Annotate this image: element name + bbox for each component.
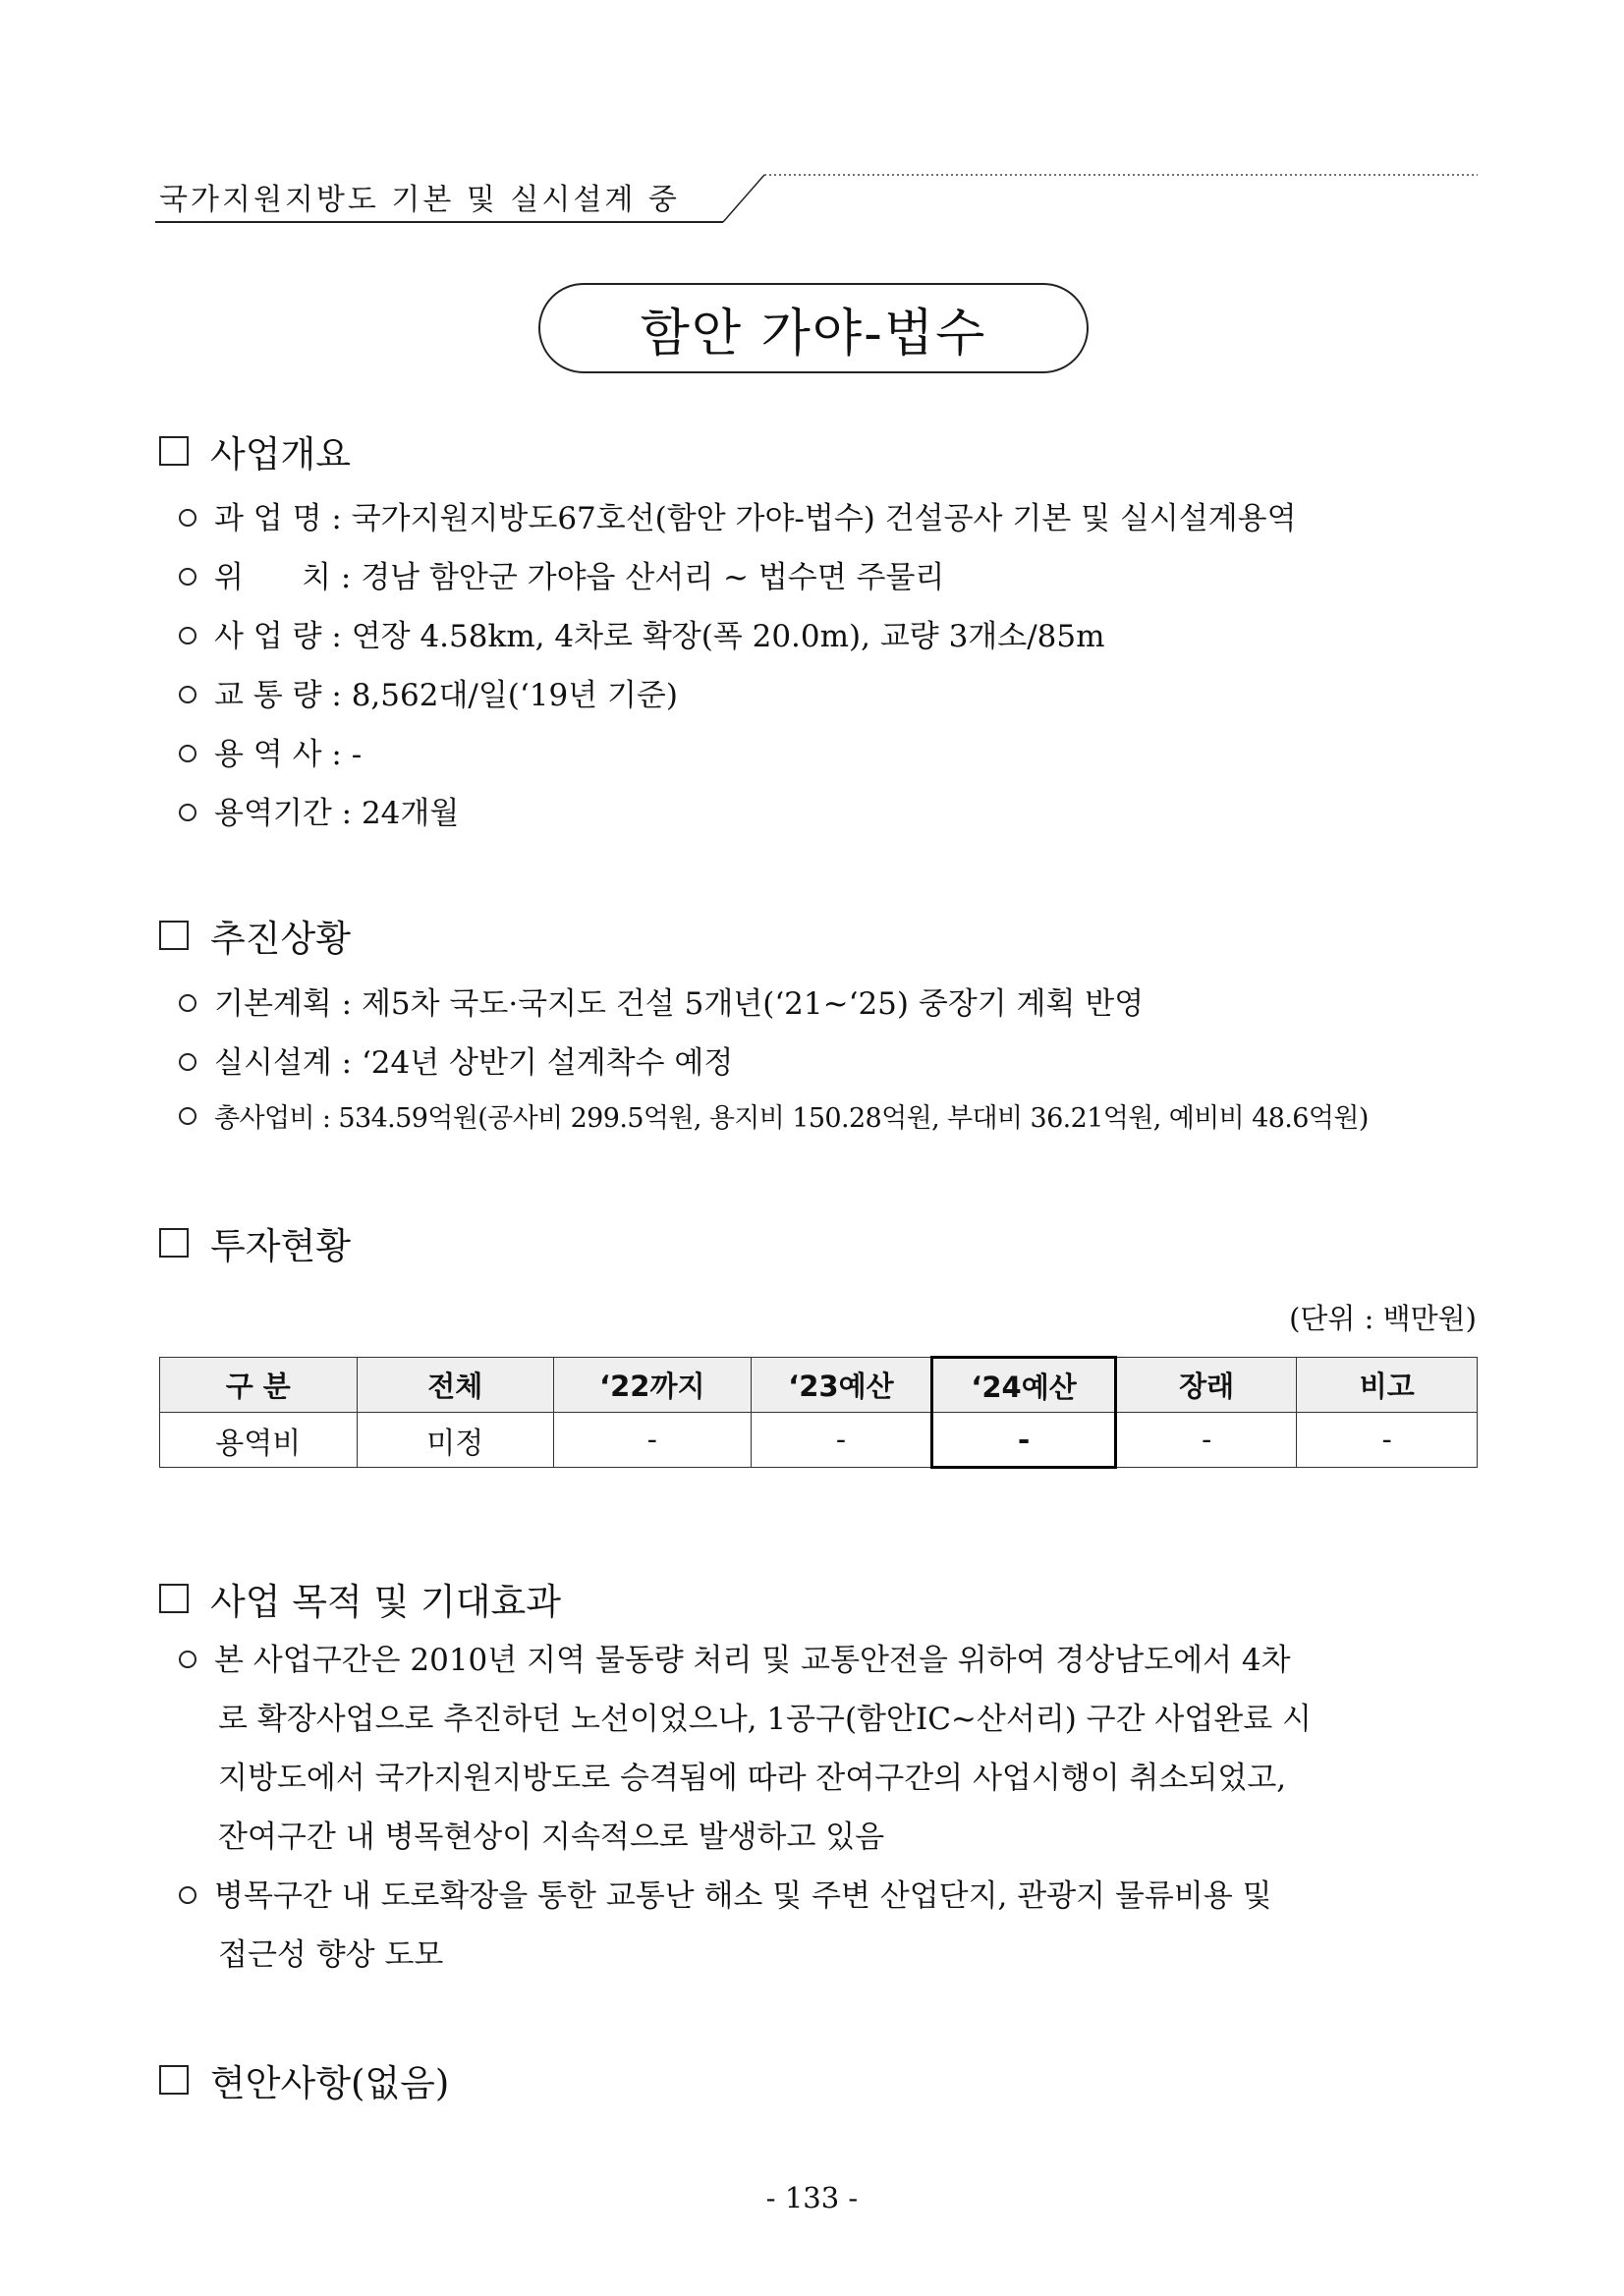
progress-item: 총사업비 : 534.59억원(공사비 299.5억원, 용지비 150.28억원, 부대비 36.21억원, 예비비 48.6억원) bbox=[179, 1096, 1369, 1135]
para-line bbox=[179, 1631, 1476, 1690]
col-header-highlight: ‘24예산 bbox=[932, 1358, 1116, 1413]
purpose-bullet-2 bbox=[179, 1867, 1476, 1985]
overview-item: 위 치 : 경남 함안군 가야읍 산서리 ~ 법수면 주물리 bbox=[179, 552, 944, 596]
item-value: 534.59억원(공사비 299.5억원, 용지비 150.28억원, 부대비 36.21억원, 예비비 48.6억원) bbox=[338, 1103, 1369, 1134]
table-cell: - bbox=[751, 1413, 932, 1468]
circle-bullet-icon bbox=[179, 509, 196, 527]
item-label: 총사업비 bbox=[214, 1103, 314, 1134]
overview-item: 교 통 량 : 8,562대/일(‘19년 기준) bbox=[179, 670, 678, 714]
table-cell: - bbox=[1115, 1413, 1297, 1468]
checkbox-square-icon bbox=[159, 436, 189, 466]
purpose-bullet-1 bbox=[179, 1631, 1476, 1867]
section-heading-text: 투자현황 bbox=[210, 1225, 351, 1267]
section-heading-text: 추진상황 bbox=[210, 918, 351, 960]
item-value: 국가지원지방도67호선(함안 가야-법수) 건설공사 기본 및 실시설계용역 bbox=[351, 501, 1297, 536]
page-number: - 133 - bbox=[765, 2181, 859, 2214]
item-label: 실시설계 bbox=[214, 1045, 332, 1081]
item-label: 위 치 bbox=[214, 560, 332, 595]
header-text: 국가지원지방도 기본 및 실시설계 중 bbox=[159, 183, 680, 217]
unit-label: (단위 : 백만원) bbox=[1289, 1302, 1477, 1335]
circle-bullet-icon bbox=[179, 1651, 196, 1668]
table-cell: 용역비 bbox=[160, 1413, 358, 1468]
para-line bbox=[179, 1867, 1476, 1926]
overview-item: 사 업 량 : 연장 4.58km, 4차로 확장(폭 20.0m), 교량 3개소/85m bbox=[179, 611, 1104, 655]
circle-bullet-icon bbox=[179, 994, 196, 1012]
para-text: 병목구간 내 도로확장을 통한 교통난 해소 및 주변 산업단지, 관광지 물류비용 및 bbox=[214, 1878, 1272, 1914]
col-header: 전체 bbox=[357, 1358, 554, 1413]
circle-bullet-icon bbox=[179, 686, 196, 703]
section-issues-heading bbox=[159, 2053, 449, 2106]
item-value: 제5차 국도·국지도 건설 5개년(‘21~‘25) 중장기 계획 반영 bbox=[361, 986, 1145, 1022]
investment-table bbox=[159, 1356, 1478, 1469]
checkbox-square-icon bbox=[159, 921, 189, 950]
item-value: 경남 함안군 가야읍 산서리 ~ 법수면 주물리 bbox=[361, 560, 945, 595]
col-header: ‘23예산 bbox=[751, 1358, 932, 1413]
table-cell: - bbox=[554, 1413, 752, 1468]
overview-item: 용 역 사 : - bbox=[179, 729, 362, 773]
item-value: 8,562대/일(‘19년 기준) bbox=[351, 678, 678, 713]
table-cell: 미정 bbox=[357, 1413, 554, 1468]
circle-bullet-icon bbox=[179, 627, 196, 644]
item-label: 기본계획 bbox=[214, 986, 332, 1022]
para-text: 잔여구간 내 병목현상이 지속적으로 발생하고 있음 bbox=[218, 1820, 885, 1855]
section-overview-heading bbox=[159, 424, 351, 477]
table-cell-highlight: - bbox=[932, 1413, 1116, 1468]
checkbox-square-icon bbox=[159, 2065, 189, 2095]
progress-item: 기본계획 : 제5차 국도·국지도 건설 5개년(‘21~‘25) 중장기 계획 반영 bbox=[179, 979, 1144, 1023]
section-heading-text: 현안사항(없음) bbox=[210, 2062, 450, 2104]
circle-bullet-icon bbox=[179, 568, 196, 586]
checkbox-square-icon bbox=[159, 1584, 189, 1613]
para-text: 로 확장사업으로 추진하던 노선이었으나, 1공구(함안IC~산서리) 구간 사업완료 시 bbox=[218, 1702, 1313, 1737]
item-value: ‘24년 상반기 설계착수 예정 bbox=[361, 1045, 734, 1081]
para-text: 본 사업구간은 2010년 지역 물동량 처리 및 교통안전을 위하여 경상남도에서 4차 bbox=[214, 1643, 1291, 1678]
para-line bbox=[179, 1926, 1476, 1985]
table-cell: - bbox=[1297, 1413, 1478, 1468]
section-heading-text: 사업 목적 및 기대효과 bbox=[210, 1581, 561, 1623]
page-title bbox=[538, 283, 1089, 373]
item-value: 24개월 bbox=[361, 796, 460, 831]
para-line bbox=[179, 1749, 1476, 1808]
table-row bbox=[160, 1413, 1478, 1468]
para-text: 접근성 향상 도모 bbox=[218, 1937, 444, 1973]
table-header-row bbox=[160, 1358, 1478, 1413]
para-line bbox=[179, 1690, 1476, 1749]
page-title-text: 함안 가야-법수 bbox=[640, 304, 987, 364]
col-header: ‘22까지 bbox=[554, 1358, 752, 1413]
checkbox-square-icon bbox=[159, 1228, 189, 1258]
circle-bullet-icon bbox=[179, 1053, 196, 1071]
item-label: 과 업 명 bbox=[214, 501, 322, 536]
col-header: 비고 bbox=[1297, 1358, 1478, 1413]
overview-item: 과 업 명 : 국가지원지방도67호선(함안 가야-법수) 건설공사 기본 및 실시설계용역 bbox=[179, 493, 1297, 537]
circle-bullet-icon bbox=[179, 1886, 196, 1904]
section-investment-heading bbox=[159, 1216, 351, 1269]
circle-bullet-icon bbox=[179, 745, 196, 762]
item-value: 연장 4.58km, 4차로 확장(폭 20.0m), 교량 3개소/85m bbox=[351, 619, 1105, 654]
circle-bullet-icon bbox=[179, 804, 196, 821]
circle-bullet-icon bbox=[179, 1107, 196, 1125]
col-header: 장래 bbox=[1115, 1358, 1297, 1413]
overview-item: 용역기간 : 24개월 bbox=[179, 788, 459, 832]
item-label: 용 역 사 bbox=[214, 737, 322, 772]
progress-item: 실시설계 : ‘24년 상반기 설계착수 예정 bbox=[179, 1037, 733, 1082]
section-heading-text: 사업개요 bbox=[210, 433, 351, 476]
section-purpose-heading bbox=[159, 1572, 561, 1625]
col-header: 구 분 bbox=[160, 1358, 358, 1413]
item-label: 교 통 량 bbox=[214, 678, 322, 713]
item-value: - bbox=[351, 737, 363, 772]
para-text: 지방도에서 국가지원지방도로 승격됨에 따라 잔여구간의 사업시행이 취소되었고, bbox=[218, 1761, 1287, 1796]
item-label: 용역기간 bbox=[214, 796, 332, 831]
section-progress-heading bbox=[159, 909, 351, 962]
item-label: 사 업 량 bbox=[214, 619, 322, 654]
para-line bbox=[179, 1808, 1476, 1867]
